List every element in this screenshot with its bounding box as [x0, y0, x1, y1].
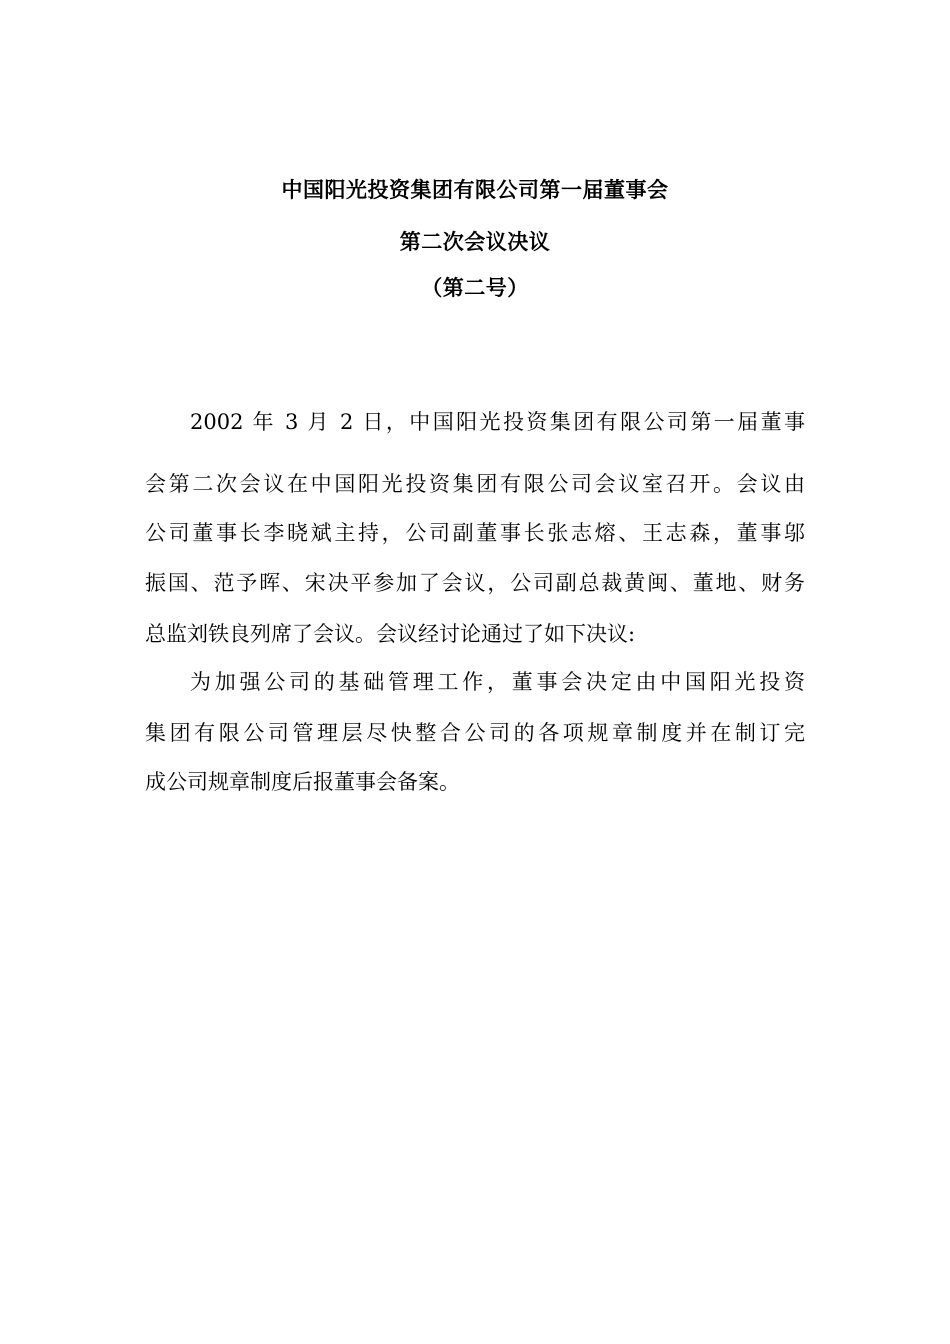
- paragraph-2-line-2: 集团有限公司管理层尽快整合公司的各项规章制度并在制订完: [145, 721, 805, 745]
- paragraph-1-line-4: 振国、范予晖、宋决平参加了会议，公司副总裁黄闽、董地、财务: [145, 571, 805, 595]
- paragraph-1-line-2: 会第二次会议在中国阳光投资集团有限公司会议室召开。会议由: [145, 472, 805, 496]
- paragraph-1-line-3: 公司董事长李晓斌主持，公司副董事长张志熔、王志森，董事邬: [145, 521, 805, 545]
- paragraph-2-line-1: 为加强公司的基础管理工作，董事会决定由中国阳光投资: [190, 670, 805, 694]
- paragraph-1-line-1: 2002 年 3 月 2 日，中国阳光投资集团有限公司第一届董事: [190, 410, 805, 434]
- document-title-line-1: 中国阳光投资集团有限公司第一届董事会: [281, 178, 669, 202]
- document-title-line-3: （第二号）: [421, 276, 529, 300]
- paragraph-2-line-3: 成公司规章制度后报董事会备案。: [145, 770, 460, 794]
- paragraph-1-line-5: 总监刘铁良列席了会议。会议经讨论通过了如下决议:: [145, 622, 636, 646]
- document-title-line-2: 第二次会议决议: [399, 230, 551, 254]
